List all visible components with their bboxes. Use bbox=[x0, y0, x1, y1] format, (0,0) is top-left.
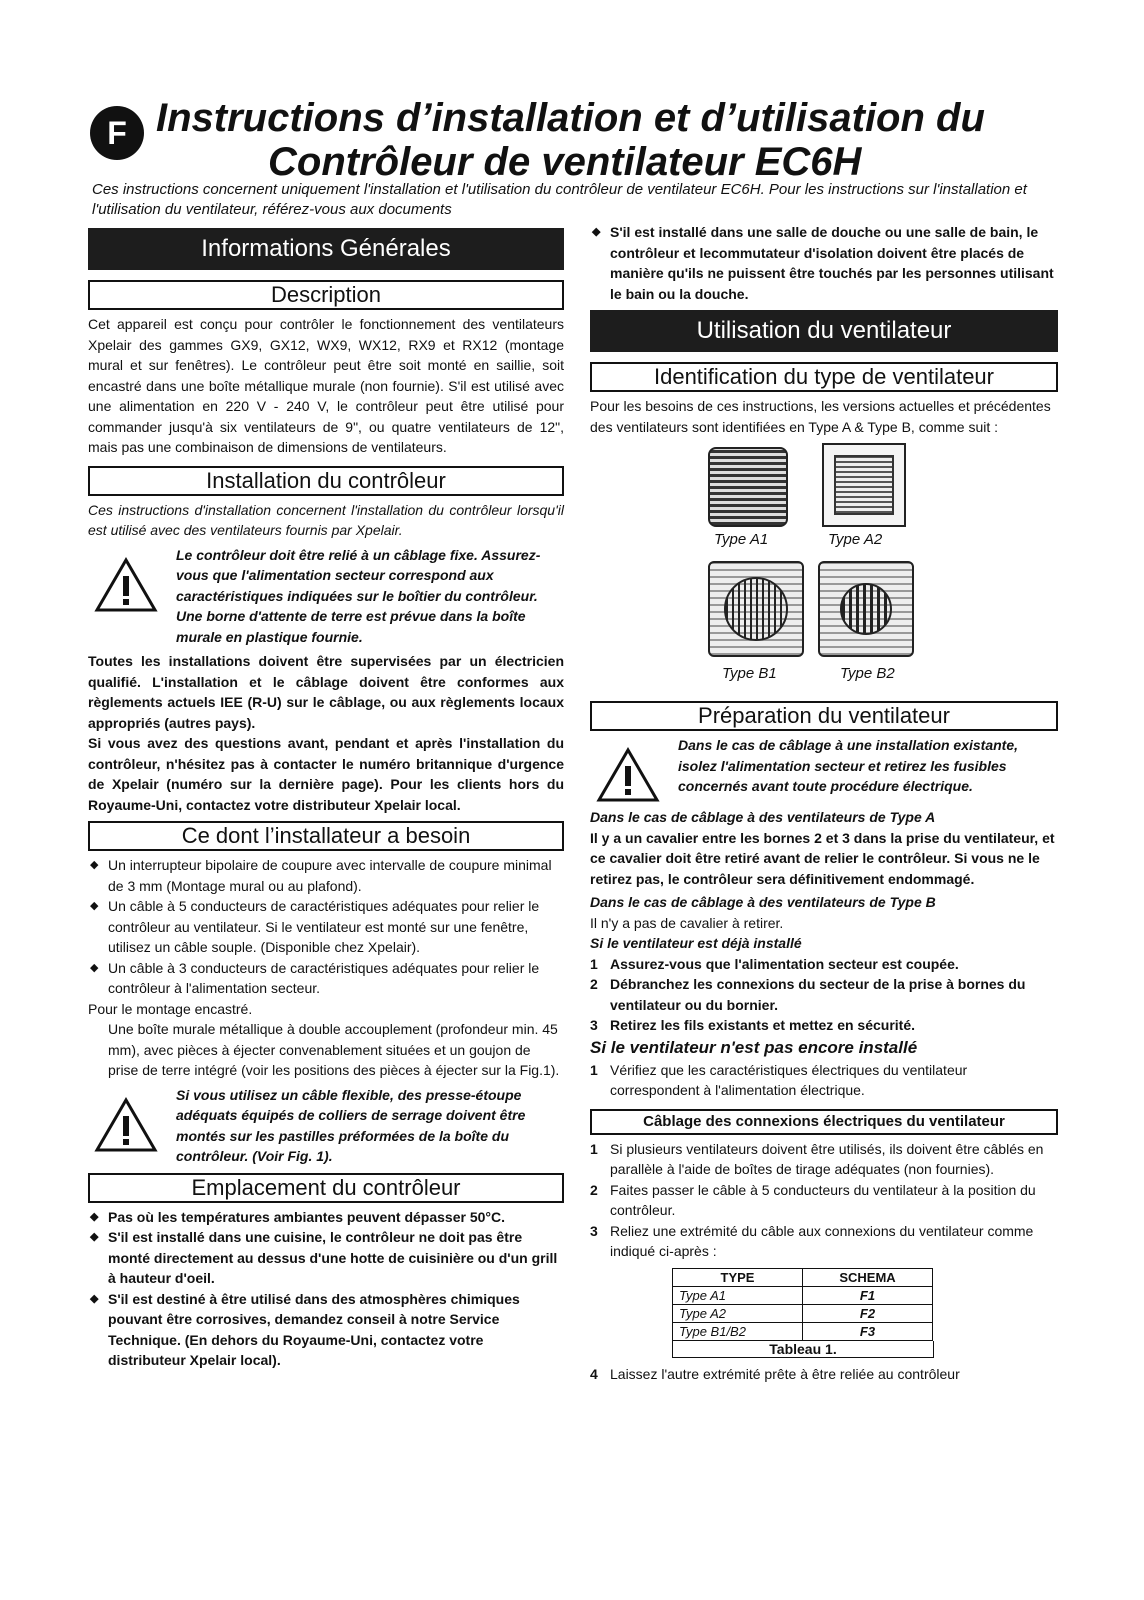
fan-a2-image bbox=[822, 443, 906, 527]
needs-list bbox=[88, 855, 564, 999]
description-text: Cet appareil est conçu pour contrôler le fonctionnement des ventilateurs Xpelair des gammes GX9, GX12, WX9, WX12, RX9 et RX12 (montage mural et sur fenêtres). Le contrôleur peut être soit monté en saillie, soit encastré dans une boîte métallique murale (non fournie). S'il est utilisé avec une alimentation en 220 V - 240 V, le contrôleur peut être utilisé pour commander jusqu'à six ventilateurs de 9", ou quatre ventilateurs de 12", mais pas une combinaison de dimensions de ventilateurs. bbox=[88, 316, 564, 455]
list-item: ◆ S'il est installé dans une cuisine, le contrôleur ne doit pas être monté directement au dessus d'une hotte de cuisinière ou d'un grill à hauteur d'oeil. bbox=[88, 1227, 564, 1289]
table-cell: Type A2 bbox=[673, 1304, 803, 1322]
type-b-text: Il n'y a pas de cavalier à retirer. bbox=[590, 914, 784, 931]
installed-steps bbox=[590, 954, 1058, 1036]
warning-block-3 bbox=[590, 735, 1058, 803]
warning-text-2: Si vous utilisez un câble flexible, des presse-étoupe adéquats équipés de colliers de serrage doivent être montés sur les pastilles préformées de la boîte du contrôleur. (Voir Fig. 1). bbox=[176, 1086, 526, 1164]
section-general-header: Informations Générales bbox=[88, 228, 564, 270]
identification-text: Pour les besoins de ces instructions, les versions actuelles et précédentes des ventilateurs sont identifiées en Type A & Type B, comme suit : bbox=[590, 398, 1051, 435]
list-item: ◆ Un interrupteur bipolaire de coupure avec intervalle de coupure minimal de 3 mm (Montage mural ou au plafond). bbox=[88, 855, 564, 896]
fan-label-b2: Type B2 bbox=[840, 665, 895, 682]
right-column bbox=[590, 222, 1058, 1384]
location-heading: Emplacement du contrôleur bbox=[88, 1173, 564, 1203]
warning-triangle-icon bbox=[94, 557, 158, 613]
warning-text-1: Le contrôleur doit être relié à un câblage fixe. Assurez-vous que l'alimentation secteur correspond aux caractéristiques indiquées sur le boîtier du contrôleur. Une borne d'attente de terre est prévue dans la boîte murale en plastique fournie. bbox=[176, 546, 541, 645]
table-header: SCHEMA bbox=[803, 1268, 933, 1286]
warning-block-1 bbox=[88, 545, 564, 648]
table-cell: F1 bbox=[803, 1286, 933, 1304]
installation-intro: Ces instructions d'installation concernent l'installation du contrôleur lorsqu'il est utilisé avec des ventilateurs fournis par Xpelair. bbox=[88, 501, 564, 538]
preparation-heading: Préparation du ventilateur bbox=[590, 701, 1058, 731]
step-item: 4 Laissez l'autre extrémité prête à être reliée au contrôleur bbox=[590, 1364, 1058, 1385]
type-a-heading: Dans le cas de câblage à des ventilateurs de Type A bbox=[590, 809, 936, 825]
table-cell: F2 bbox=[803, 1304, 933, 1322]
table-row bbox=[673, 1322, 933, 1340]
step-item: 1 Vérifiez que les caractéristiques électriques du ventilateur correspondent à l'alimentation électrique. bbox=[590, 1060, 1058, 1101]
location-list bbox=[88, 1207, 564, 1371]
bathroom-list bbox=[590, 222, 1058, 304]
table-cell: F3 bbox=[803, 1322, 933, 1340]
fan-b2-image bbox=[818, 561, 914, 657]
fan-b1-image bbox=[708, 561, 804, 657]
warning-block-2 bbox=[88, 1085, 564, 1167]
fan-label-a2: Type A2 bbox=[828, 531, 883, 548]
title-line-2: Contrôleur de ventilateur EC6H bbox=[268, 140, 862, 184]
wiring-steps bbox=[590, 1139, 1058, 1262]
intro-text: Ces instructions concernent uniquement l'installation et l'utilisation du contrôleur de ventilateur EC6H. Pour les instructions sur l'installation et l'utilisation du ventilateur, référez-vous aux documents bbox=[92, 181, 1027, 218]
installation-heading: Installation du contrôleur bbox=[88, 466, 564, 496]
page-title bbox=[150, 96, 1050, 184]
left-column bbox=[88, 228, 564, 1371]
flush-mount-label: Pour le montage encastré. bbox=[88, 1000, 253, 1017]
section-usage-header: Utilisation du ventilateur bbox=[590, 310, 1058, 352]
step-item: 2 Débranchez les connexions du secteur de la prise à bornes du ventilateur ou du bornier. bbox=[590, 974, 1058, 1015]
type-a-text: Il y a un cavalier entre les bornes 2 et 3 dans la prise du ventilateur, et ce cavalier doit être retiré avant de relier le contrôleur. Si vous ne le retirez pas, le contrôleur sera définitivement endommagé. bbox=[590, 829, 1055, 887]
installed-heading: Si le ventilateur est déjà installé bbox=[590, 935, 802, 951]
table-caption: Tableau 1. bbox=[672, 1341, 934, 1358]
list-item: ◆ Un câble à 5 conducteurs de caractéristiques adéquates pour relier le contrôleur au ventilateur. Si le ventilateur est monté sur une fenêtre, utilisez un câble souple. (Disponible chez Xpelair). bbox=[88, 896, 564, 958]
step-item: 1 Si plusieurs ventilateurs doivent être utilisés, ils doivent être câblés en parallèle à l'aide de boîtes de tirage adéquates (non fournies). bbox=[590, 1139, 1058, 1180]
list-item: ◆ Pas où les températures ambiantes peuvent dépasser 50°C. bbox=[88, 1207, 564, 1228]
list-item: ◆ Un câble à 3 conducteurs de caractéristiques adéquates pour relier le contrôleur à l'alimentation secteur. bbox=[88, 958, 564, 999]
table-header: TYPE bbox=[673, 1268, 803, 1286]
language-badge: F bbox=[90, 106, 144, 160]
table-row bbox=[673, 1304, 933, 1322]
not-installed-heading: Si le ventilateur n'est pas encore installé bbox=[590, 1037, 918, 1057]
flush-mount-text: Une boîte murale métallique à double accouplement (profondeur min. 45 mm), avec pièces à éjecter convenablement situées et un goujon de prise de terre intégré (voir les positions des pièces à éjecter sur la Fig.1). bbox=[108, 1021, 560, 1078]
warning-triangle-icon bbox=[596, 747, 660, 803]
description-heading: Description bbox=[88, 280, 564, 310]
step-item: 3 Reliez une extrémité du câble aux connexions du ventilateur comme indiqué ci-après : bbox=[590, 1221, 1058, 1262]
warning-triangle-icon bbox=[94, 1097, 158, 1153]
questions-text: Si vous avez des questions avant, pendant et après l'installation du contrôleur, n'hésitez pas à contacter le numéro britannique d'urgence de Xpelair (numéro sur la dernière page). Pour les clients hors du Royaume-Uni, contactez votre distributeur Xpelair local. bbox=[88, 735, 564, 813]
supervision-text: Toutes les installations doivent être supervisées par un électricien qualifié. L'installation et le câblage doivent être conformes aux règlements actuels IEE (R-U) sur le câblage, ou aux règlements locaux appropriés (autres pays). bbox=[88, 653, 564, 731]
table-cell: Type A1 bbox=[673, 1286, 803, 1304]
list-item: ◆ S'il est installé dans une salle de douche ou une salle de bain, le contrôleur et lecommutateur d'isolation doivent être placés de manière qu'ils ne puissent être touchés par les personnes utilisant le bain ou la douche. bbox=[590, 222, 1058, 304]
step-item: 2 Faites passer le câble à 5 conducteurs du ventilateur à la position du contrôleur. bbox=[590, 1180, 1058, 1221]
identification-heading: Identification du type de ventilateur bbox=[590, 362, 1058, 392]
table-cell: Type B1/B2 bbox=[673, 1322, 803, 1340]
fan-label-a1: Type A1 bbox=[714, 531, 769, 548]
list-item: ◆ S'il est destiné à être utilisé dans des atmosphères chimiques pouvant être corrosives, demandez conseil à notre Service Technique. (En dehors du Royaume-Uni, contactez votre distributeur Xpelair local). bbox=[88, 1289, 564, 1371]
type-b-heading: Dans le cas de câblage à des ventilateurs de Type B bbox=[590, 894, 936, 910]
warning-text-3: Dans le cas de câblage à une installation existante, isolez l'alimentation secteur et retirez les fusibles concernés avant toute procédure électrique. bbox=[678, 737, 1019, 794]
title-line-1: Instructions d’installation et d’utilisation du bbox=[156, 96, 985, 140]
wiring-table bbox=[672, 1268, 933, 1341]
needs-heading: Ce dont l’installateur a besoin bbox=[88, 821, 564, 851]
table-row bbox=[673, 1286, 933, 1304]
wiring-heading: Câblage des connexions électriques du ventilateur bbox=[590, 1109, 1058, 1135]
step-item: 1 Assurez-vous que l'alimentation secteur est coupée. bbox=[590, 954, 1058, 975]
fan-a1-image bbox=[708, 447, 788, 527]
wiring-steps-continued bbox=[590, 1364, 1058, 1385]
fan-label-b1: Type B1 bbox=[722, 665, 777, 682]
step-item: 3 Retirez les fils existants et mettez en sécurité. bbox=[590, 1015, 1058, 1036]
fan-types-figure bbox=[590, 437, 1058, 695]
not-installed-steps bbox=[590, 1060, 1058, 1101]
